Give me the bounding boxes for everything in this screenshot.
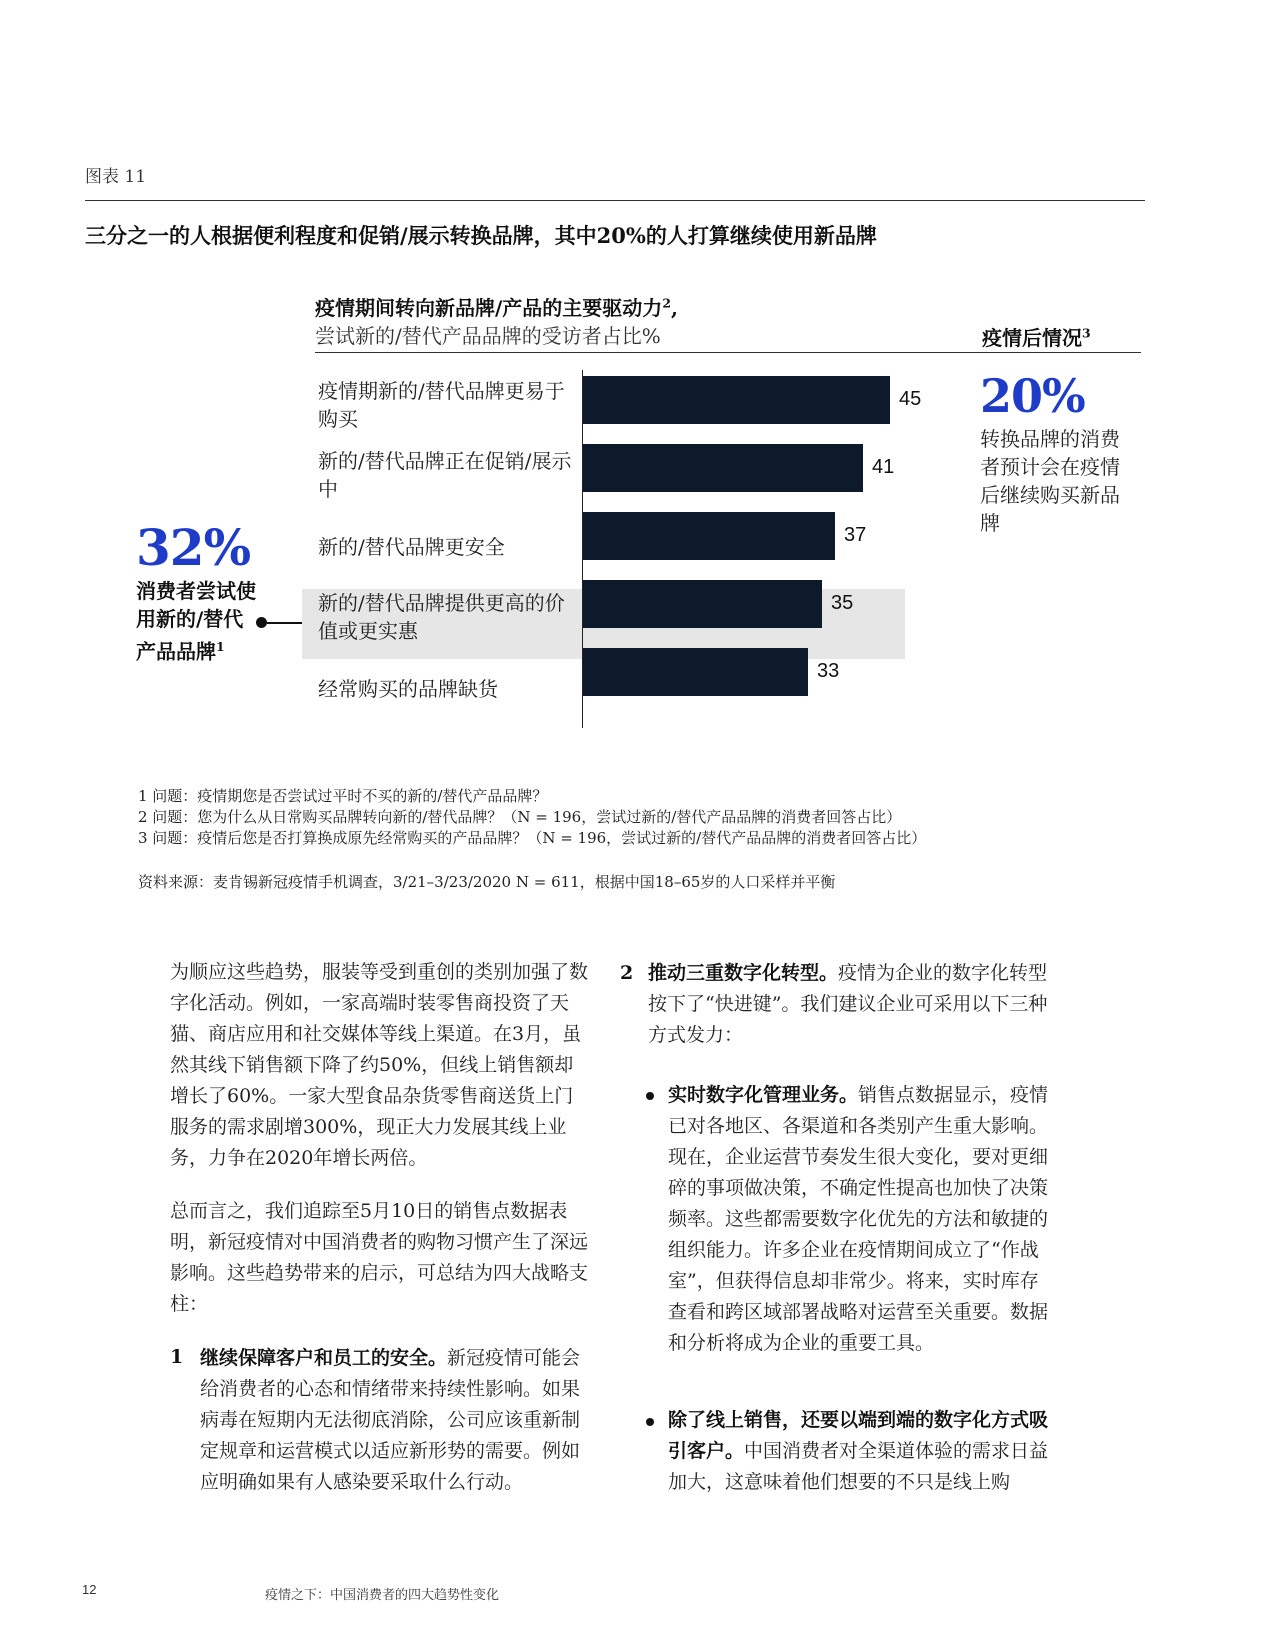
category-label: 新的/替代品牌提供更高的价值或更实惠 (318, 591, 565, 643)
bullet-icon (646, 1092, 654, 1100)
chart-header-divider (315, 352, 1141, 353)
category-label: 新的/替代品牌正在促销/展示中 (318, 449, 572, 501)
list-item-2 (648, 958, 1048, 1051)
source-note: 资料来源：麦肯锡新冠疫情手机调查，3/21–3/23/2020 N = 611，根据中国18–65岁的人口采样并平衡 (138, 873, 836, 891)
list-item-1-text: 新冠疫情可能会给消费者的心态和情绪带来持续性影响。如果病毒在短期内无法彻底消除，公司应该重新制定规章和运营模式以适应新形势的需要。例如应明确如果有人感染要采取什么行动。 (200, 1347, 581, 1493)
bullet-item-1 (668, 1080, 1050, 1359)
callout-connector-line (262, 622, 302, 624)
bar-2 (583, 444, 863, 492)
category-label: 新的/替代品牌更安全 (318, 535, 505, 559)
list-number-2: 2 (620, 962, 634, 984)
body-paragraph-1: 为顺应这些趋势，服装等受到重创的类别加强了数字化活动。例如，一家高端时装零售商投资了天猫、商店应用和社交媒体等线上渠道。在3月，虽然其线下销售额下降了约50%，但线上销售额却增长了60%。一家大型食品杂货零售商送货上门服务的需求剧增300%，现正大力发展其线上业务，力争在2020年增长两倍。 (170, 961, 589, 1169)
chart-title-text: 疫情期间转向新品牌/产品的主要驱动力 (315, 296, 663, 320)
post-heading-footnote: 3 (1082, 325, 1091, 341)
left-callout-footnote: 1 (216, 639, 225, 654)
bullet-item-2 (668, 1405, 1050, 1498)
footnote-3: 3 问题：疫情后您是否打算换成原先经常购买的产品品牌？（N = 196，尝试过新的/替代产品品牌的消费者回答占比） (138, 829, 927, 847)
category-label: 疫情期新的/替代品牌更易于购买 (318, 379, 565, 431)
footnote-1: 1 问题：疫情期您是否尝试过平时不买的新的/替代产品品牌？ (138, 787, 548, 805)
right-callout-percent: 20% (980, 369, 1085, 423)
left-callout-percent: 32% (136, 518, 251, 577)
bar-value-label: 41 (872, 456, 895, 478)
left-callout-label: 消费者尝试使用新的/替代产品品牌 (136, 579, 256, 664)
chart-title-footnote: 2 (662, 295, 671, 311)
top-divider (85, 200, 1145, 201)
exhibit-label: 图表 11 (85, 167, 147, 187)
bar-value-label: 37 (844, 524, 867, 546)
post-pandemic-heading (982, 322, 1091, 351)
bar-value-label: 45 (899, 388, 922, 410)
footer-report-title: 疫情之下：中国消费者的四大趋势性变化 (265, 1588, 500, 1603)
footnote-2: 2 问题：您为什么从日常购买品牌转向新的/替代品牌？（N = 196，尝试过新的/替代产品品牌的消费者回答占比） (138, 808, 902, 826)
bullet-2-lead: 除了线上销售，还要以端到端的数字化方式吸引客户。 (668, 1409, 1049, 1462)
page-number: 12 (82, 1582, 97, 1597)
bar-value-label: 35 (831, 592, 854, 614)
category-label: 经常购买的品牌缺货 (318, 677, 498, 701)
bullet-icon (646, 1418, 654, 1426)
bar-value-label: 33 (817, 660, 840, 682)
post-heading-text: 疫情后情况 (982, 326, 1082, 350)
bullet-1-lead: 实时数字化管理业务。 (668, 1084, 859, 1106)
list-item-1 (200, 1343, 592, 1498)
bullet-2-text: 中国消费者对全渠道体验的需求日益加大，这意味着他们想要的不只是线上购 (668, 1440, 1049, 1493)
bar-4 (583, 580, 822, 628)
bar-5 (583, 648, 808, 696)
callout-dot-icon (256, 617, 267, 628)
bar-3 (583, 512, 835, 560)
bullet-1-text: 销售点数据显示，疫情已对各地区、各渠道和各类别产生重大影响。现在，企业运营节奏发生很大变化，要对更细碎的事项做决策，不确定性提高也加快了决策频率。这些都需要数字化优先的方法和敏捷的组织能力。许多企业在疫情期间成立了“作战室”，但获得信息却非常少。将来，实时库存查看和跨区域部署战略对运营至关重要。数据和分析将成为企业的重要工具。 (668, 1084, 1049, 1354)
bar-1 (583, 376, 890, 424)
body-paragraph-2: 总而言之，我们追踪至5月10日的销售点数据表明，新冠疫情对中国消费者的购物习惯产生了深远影响。这些趋势带来的启示，可总结为四大战略支柱： (170, 1200, 589, 1315)
right-callout-text: 转换品牌的消费者预计会在疫情后继续购买新品牌 (980, 427, 1120, 535)
list-number-1: 1 (170, 1346, 184, 1368)
list-item-1-lead: 继续保障客户和员工的安全。 (200, 1347, 448, 1369)
chart-title (315, 292, 678, 321)
list-item-2-text: 疫情为企业的数字化转型按下了“快进键”。我们建议企业可采用以下三种方式发力： (648, 962, 1048, 1046)
list-item-2-lead: 推动三重数字化转型。 (648, 962, 839, 984)
exhibit-title: 三分之一的人根据便利程度和促销/展示转换品牌，其中20%的人打算继续使用新品牌 (85, 223, 877, 248)
left-callout-text (136, 577, 261, 666)
chart-subtitle: 尝试新的/替代产品品牌的受访者占比% (315, 324, 661, 348)
chart-title-suffix: , (670, 296, 678, 320)
